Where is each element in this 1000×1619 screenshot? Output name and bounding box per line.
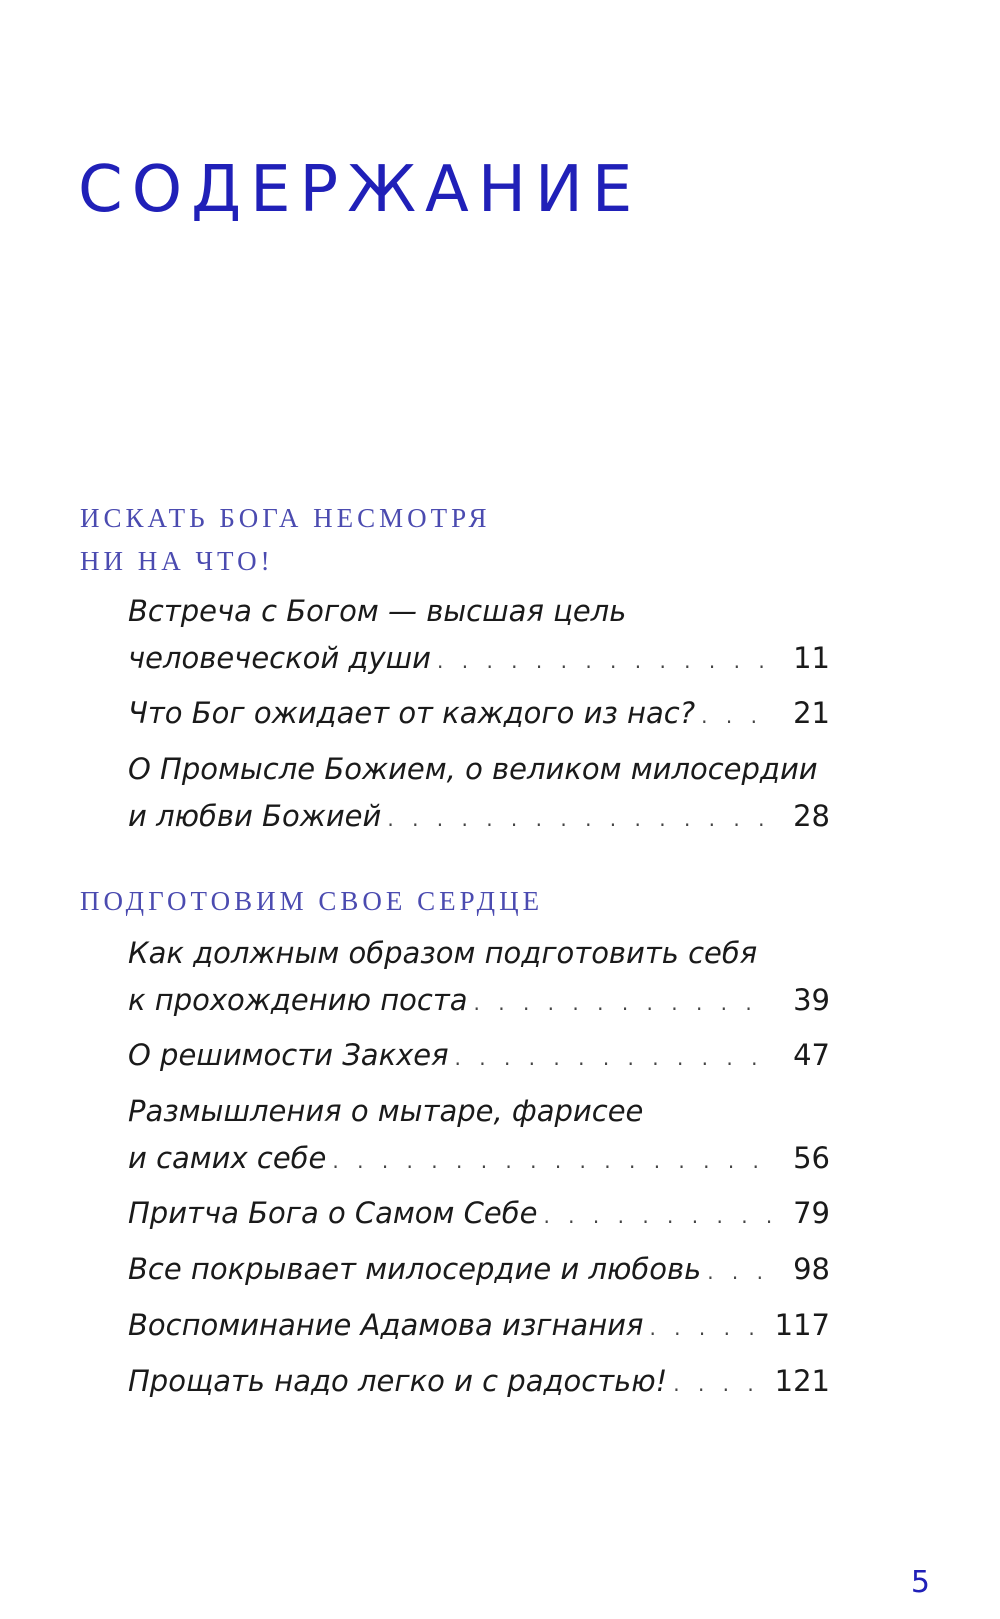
entry-page-number: 47 xyxy=(793,1038,830,1072)
toc-entry[interactable] xyxy=(128,690,830,740)
dot-leader xyxy=(701,693,772,740)
entry-title-line: и самих себе xyxy=(128,1141,327,1175)
toc-entry[interactable] xyxy=(128,1190,830,1240)
toc-entry[interactable] xyxy=(128,588,830,685)
entry-page-number: 79 xyxy=(793,1196,830,1230)
page-title: СОДЕРЖАНИЕ xyxy=(78,153,642,227)
section-heading xyxy=(80,880,543,923)
entry-page-number: 28 xyxy=(793,799,830,833)
section-heading-line: ПОДГОТОВИМ СВОЕ СЕРДЦЕ xyxy=(80,886,544,916)
entry-title-line: Воспоминание Адамова изгнания xyxy=(128,1308,644,1342)
entry-title-line: к прохождению поста xyxy=(128,983,468,1017)
entry-title-line: Встреча с Богом — высшая цель xyxy=(128,594,627,628)
entry-page-number: 21 xyxy=(793,696,830,730)
entry-page-number: 56 xyxy=(793,1141,830,1175)
entry-title-line: Все покрывает милосердие и любовь xyxy=(128,1252,702,1286)
dot-leader xyxy=(437,638,772,685)
entry-title-line: и любви Божией xyxy=(128,799,382,833)
entry-title-line: Размышления о мытаре, фарисее xyxy=(128,1094,644,1128)
entry-page-number: 117 xyxy=(774,1308,830,1342)
toc-entry[interactable] xyxy=(128,930,830,1027)
section-heading-line: НИ НА ЧТО! xyxy=(80,546,274,576)
dot-leader xyxy=(707,1249,772,1296)
dot-leader xyxy=(474,980,772,1027)
entry-title-line: Что Бог ожидает от каждого из нас? xyxy=(128,696,696,730)
toc-entry[interactable] xyxy=(128,1246,830,1296)
entry-title-line: Прощать надо легко и с радостью! xyxy=(128,1364,668,1398)
page-number: 5 xyxy=(910,1565,930,1600)
entry-title-line: человеческой души xyxy=(128,641,432,675)
toc-entry[interactable] xyxy=(128,1358,830,1408)
section-heading xyxy=(80,497,490,583)
entry-page-number: 39 xyxy=(793,983,830,1017)
dot-leader xyxy=(332,1138,772,1185)
entry-page-number: 98 xyxy=(793,1252,830,1286)
toc-entry[interactable] xyxy=(128,1302,830,1352)
entry-title-line: О Промысле Божием, о великом милосердии xyxy=(128,752,818,786)
toc-entry[interactable] xyxy=(128,1088,830,1185)
dot-leader xyxy=(455,1035,772,1082)
toc-entry[interactable] xyxy=(128,1032,830,1082)
toc-entry[interactable] xyxy=(128,746,830,843)
entry-page-number: 121 xyxy=(774,1364,830,1398)
entry-title-line: О решимости Закхея xyxy=(128,1038,449,1072)
section-heading-line: ИСКАТЬ БОГА НЕСМОТРЯ xyxy=(80,503,491,533)
entry-title-line: Притча Бога о Самом Себе xyxy=(128,1196,538,1230)
entry-page-number: 11 xyxy=(793,641,830,675)
dot-leader xyxy=(649,1305,760,1352)
dot-leader xyxy=(387,796,772,843)
dot-leader xyxy=(673,1361,760,1408)
entry-title-line: Как должным образом подготовить себя xyxy=(128,936,758,970)
dot-leader xyxy=(543,1193,772,1240)
